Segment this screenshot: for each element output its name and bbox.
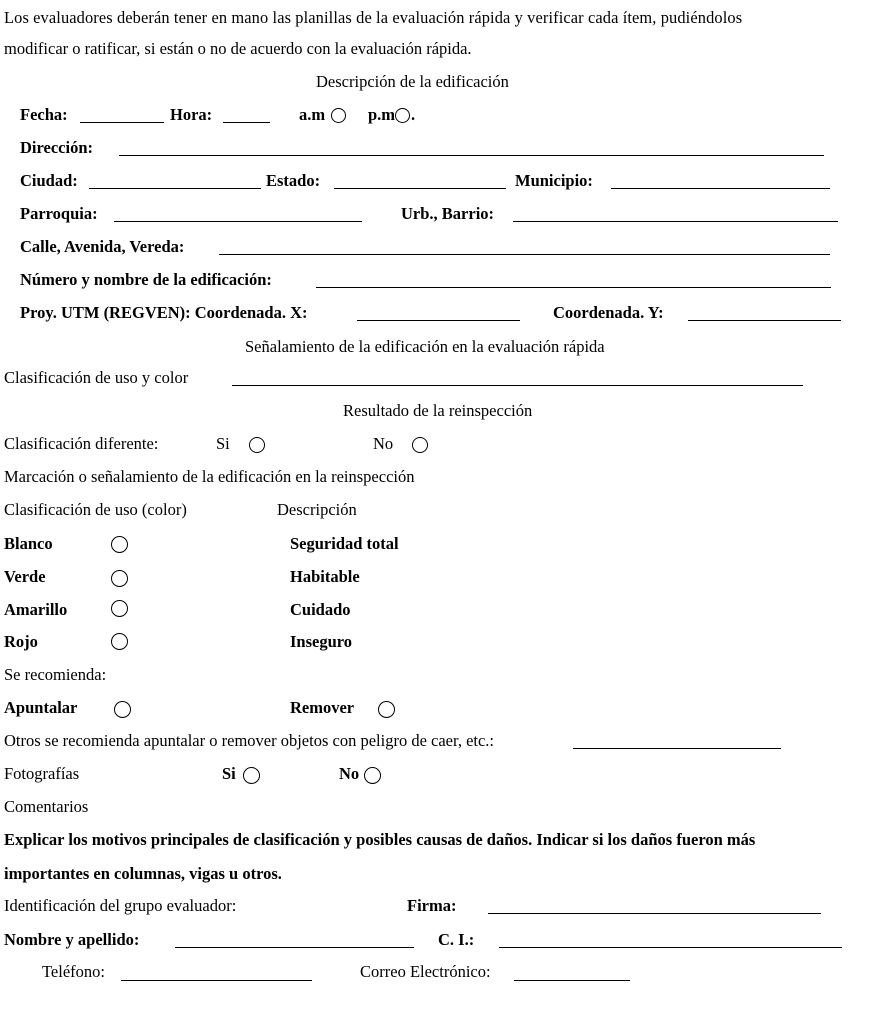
urb-field[interactable] [513,221,838,222]
different-no-label: No [373,434,394,453]
pm-period: . [411,105,416,124]
desc-rojo: Inseguro [290,632,353,651]
nombre-label: Nombre y apellido: [4,930,140,949]
color-verde: Verde [4,567,46,586]
building-heading: Descripción de la edificación [316,72,509,91]
correo-field[interactable] [514,980,630,981]
reinspection-heading: Resultado de la reinspección [343,401,533,420]
hora-label: Hora: [170,105,213,124]
pm-radio[interactable] [395,108,410,123]
different-si-label: Si [216,434,230,453]
hora-field[interactable] [223,122,270,123]
otros-label: Otros se recomienda apuntalar o remover objetos con peligro de caer, etc.: [4,731,495,750]
fecha-field[interactable] [80,122,164,123]
intro-line-1: Los evaluadores deberán tener en mano las planillas de la evaluación rápida y verificar cada ítem, pudiéndolos [4,8,743,27]
direccion-label: Dirección: [20,138,94,157]
coord-y-label: Coordenada. Y: [553,303,664,322]
verde-radio[interactable] [111,570,128,587]
am-radio[interactable] [331,108,346,123]
different-no-radio[interactable] [412,437,428,453]
recommend-label: Se recomienda: [4,665,107,684]
direccion-field[interactable] [119,155,824,156]
desc-amarillo: Cuidado [290,600,351,619]
photos-si-label: Si [222,764,236,783]
comments-line-2: importantes en columnas, vigas u otros. [4,864,282,883]
color-amarillo: Amarillo [4,600,68,619]
photos-si-radio[interactable] [243,767,260,784]
parroquia-field[interactable] [114,221,362,222]
estado-field[interactable] [334,188,506,189]
rojo-radio[interactable] [111,633,128,650]
photos-no-radio[interactable] [364,767,381,784]
intro-line-2: modificar o ratificar, si están o no de acuerdo con la evaluación rápida. [4,39,472,58]
am-label: a.m [299,105,326,124]
coord-x-field[interactable] [357,320,520,321]
parroquia-label: Parroquia: [20,204,98,223]
color-rojo: Rojo [4,632,38,651]
group-label: Identificación del grupo evaluador: [4,896,237,915]
ciudad-label: Ciudad: [20,171,78,190]
photos-label: Fotografías [4,764,80,783]
urb-label: Urb., Barrio: [401,204,495,223]
clasificacion-label: Clasificación de uso y color [4,368,189,387]
comments-line-1: Explicar los motivos principales de clasificación y posibles causas de daños. Indicar si los daños fueron más [4,830,756,849]
marking-label: Marcación o señalamiento de la edificación en la reinspección [4,467,415,486]
amarillo-radio[interactable] [111,600,128,617]
telefono-field[interactable] [121,980,312,981]
correo-label: Correo Electrónico: [360,962,491,981]
different-label: Clasificación diferente: [4,434,159,453]
ci-field[interactable] [499,947,842,948]
remover-label: Remover [290,698,355,717]
blanco-radio[interactable] [111,536,128,553]
fecha-label: Fecha: [20,105,68,124]
comments-label: Comentarios [4,797,89,816]
remover-radio[interactable] [378,701,395,718]
telefono-label: Teléfono: [42,962,105,981]
apuntalar-radio[interactable] [114,701,131,718]
numero-field[interactable] [316,287,831,288]
color-blanco: Blanco [4,534,53,553]
clasificacion-field[interactable] [232,385,803,386]
municipio-label: Municipio: [515,171,593,190]
different-si-radio[interactable] [249,437,265,453]
municipio-field[interactable] [611,188,830,189]
desc-verde: Habitable [290,567,360,586]
ci-label: C. I.: [438,930,475,949]
col-desc-header: Descripción [277,500,357,519]
nombre-field[interactable] [175,947,414,948]
calle-label: Calle, Avenida, Vereda: [20,237,185,256]
pm-label: p.m [368,105,396,124]
numero-label: Número y nombre de la edificación: [20,270,272,289]
firma-label: Firma: [407,896,457,915]
calle-field[interactable] [219,254,830,255]
otros-field[interactable] [573,748,781,749]
rapid-heading: Señalamiento de la edificación en la evaluación rápida [245,337,605,356]
estado-label: Estado: [266,171,321,190]
proy-label: Proy. UTM (REGVEN): Coordenada. X: [20,303,308,322]
apuntalar-label: Apuntalar [4,698,78,717]
desc-blanco: Seguridad total [290,534,399,553]
ciudad-field[interactable] [89,188,261,189]
firma-field[interactable] [488,913,821,914]
coord-y-field[interactable] [688,320,841,321]
col-use-header: Clasificación de uso (color) [4,500,187,519]
photos-no-label: No [339,764,360,783]
